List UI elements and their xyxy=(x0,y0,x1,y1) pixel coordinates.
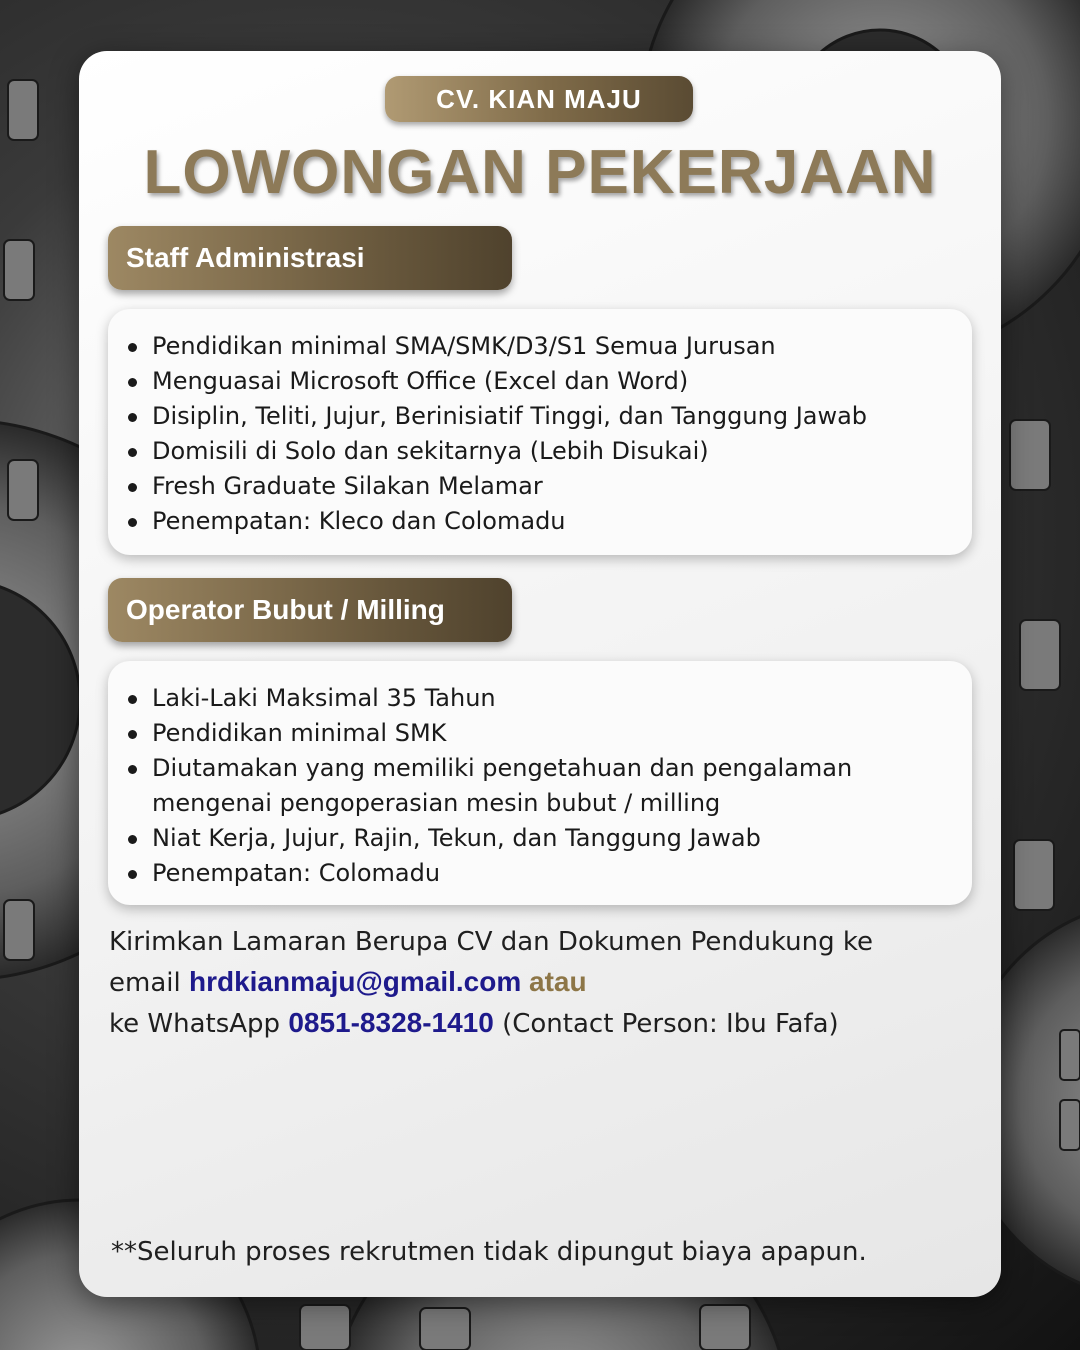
section-heading-staff-administrasi: Staff Administrasi xyxy=(108,226,512,290)
requirements-list xyxy=(126,329,952,539)
list-item-text: Penempatan: Colomadu xyxy=(152,859,441,887)
phone-link[interactable]: 0851-8328-1410 xyxy=(288,1007,494,1038)
bullet-icon xyxy=(128,730,137,739)
list-item xyxy=(126,504,952,539)
bullet-icon xyxy=(128,448,137,457)
list-item xyxy=(126,399,952,434)
contact-line-1: Kirimkan Lamaran Berupa CV dan Dokumen Pendukung ke xyxy=(109,927,873,957)
list-item-text: mengenai pengoperasian mesin bubut / milling xyxy=(152,789,721,817)
list-item xyxy=(126,751,952,786)
list-item xyxy=(126,434,952,469)
bullet-icon xyxy=(128,378,137,387)
requirements-box-staff-administrasi xyxy=(108,309,972,555)
company-name-badge: CV. KIAN MAJU xyxy=(385,76,693,122)
atau-text: atau xyxy=(521,966,587,997)
email-link[interactable]: hrdkianmaju@gmail.com xyxy=(188,966,522,997)
whatsapp-prefix: ke WhatsApp xyxy=(109,1009,289,1039)
bullet-icon xyxy=(128,870,137,879)
bullet-icon xyxy=(128,413,137,422)
email-prefix: email xyxy=(109,968,189,998)
list-item-text: Fresh Graduate Silakan Melamar xyxy=(152,472,543,500)
contact-line-2 xyxy=(109,962,979,1003)
list-item xyxy=(126,856,952,891)
footer-note: **Seluruh proses rekrutmen tidak dipungut biaya apapun. xyxy=(111,1237,867,1267)
bullet-icon xyxy=(128,765,137,774)
contact-line-3 xyxy=(109,1003,979,1044)
list-item-continuation xyxy=(126,786,952,821)
list-item-text: Pendidikan minimal SMA/SMK/D3/S1 Semua Jurusan xyxy=(152,332,776,360)
requirements-box-operator-bubut xyxy=(108,661,972,905)
list-item xyxy=(126,821,952,856)
bullet-icon xyxy=(128,518,137,527)
list-item-text: Menguasai Microsoft Office (Excel dan Word) xyxy=(152,367,689,395)
list-item-text: Pendidikan minimal SMK xyxy=(152,719,447,747)
list-item-text: Disiplin, Teliti, Jujur, Berinisiatif Tinggi, dan Tanggung Jawab xyxy=(152,402,868,430)
list-item-text: Penempatan: Kleco dan Colomadu xyxy=(152,507,566,535)
contact-info xyxy=(109,923,979,1044)
bullet-icon xyxy=(128,835,137,844)
list-item xyxy=(126,364,952,399)
bullet-icon xyxy=(128,483,137,492)
list-item-text: Laki-Laki Maksimal 35 Tahun xyxy=(152,684,496,712)
list-item xyxy=(126,716,952,751)
bullet-icon xyxy=(128,695,137,704)
bullet-icon xyxy=(128,343,137,352)
job-poster-card xyxy=(79,51,1001,1297)
contact-person: (Contact Person: Ibu Fafa) xyxy=(493,1009,839,1039)
section-heading-operator-bubut: Operator Bubut / Milling xyxy=(108,578,512,642)
page-title: LOWONGAN PEKERJAAN xyxy=(143,138,937,207)
requirements-list xyxy=(126,681,952,891)
list-item xyxy=(126,329,952,364)
list-item xyxy=(126,469,952,504)
list-item-text: Diutamakan yang memiliki pengetahuan dan pengalaman xyxy=(152,754,853,782)
list-item-text: Domisili di Solo dan sekitarnya (Lebih Disukai) xyxy=(152,437,709,465)
list-item-text: Niat Kerja, Jujur, Rajin, Tekun, dan Tanggung Jawab xyxy=(152,824,761,852)
list-item xyxy=(126,681,952,716)
